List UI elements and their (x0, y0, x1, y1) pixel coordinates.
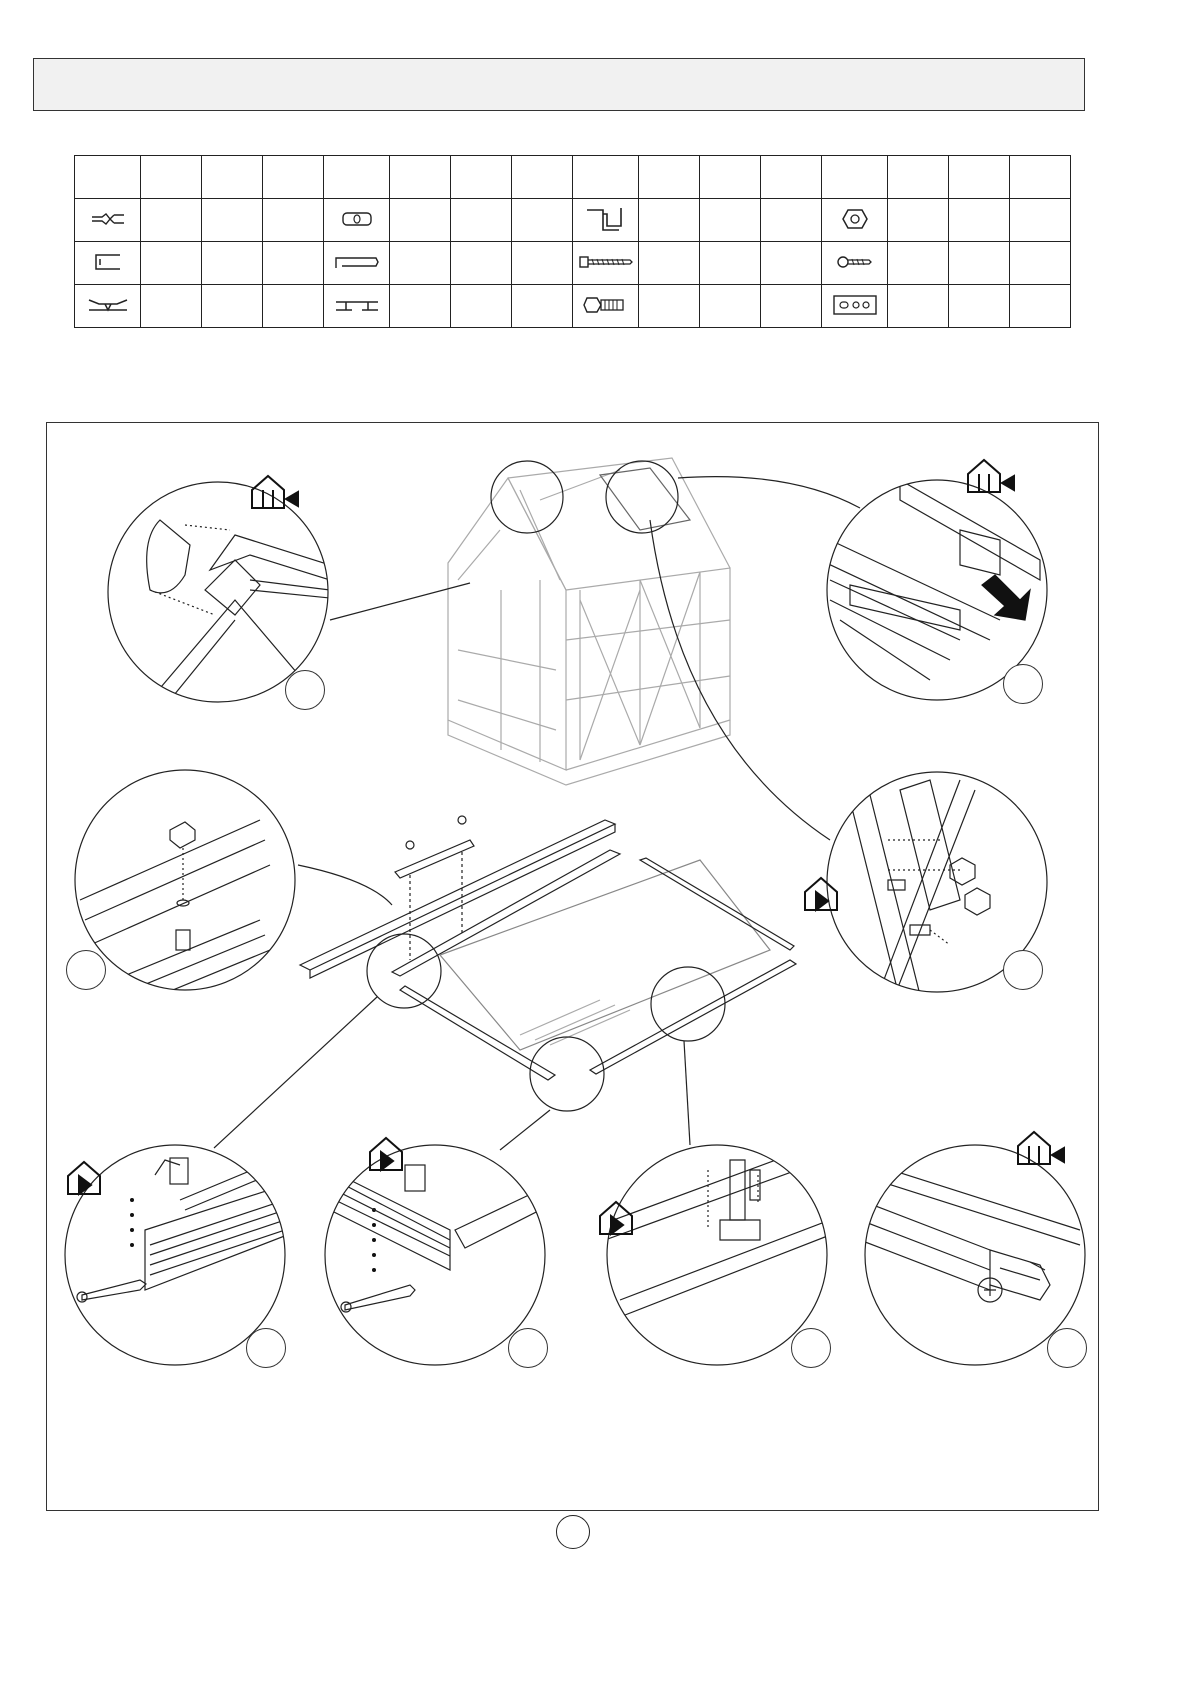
step-number (285, 670, 325, 710)
inside-view-icon (370, 1138, 402, 1170)
detail-circle (75, 770, 295, 990)
outside-view-icon (1018, 1132, 1064, 1164)
step-number (66, 950, 106, 990)
page-number (556, 1515, 590, 1549)
detail-marker (530, 1037, 604, 1111)
inside-view-icon (805, 878, 837, 910)
detail-circle (108, 482, 328, 702)
step-number (246, 1328, 286, 1368)
detail-marker (367, 934, 441, 1008)
outside-view-icon (252, 476, 298, 508)
detail-marker (606, 461, 678, 533)
step-number (508, 1328, 548, 1368)
detail-marker (491, 461, 563, 533)
detail-circle (607, 1145, 827, 1365)
inside-view-icon (68, 1162, 100, 1194)
step-number (791, 1328, 831, 1368)
inside-view-icon (600, 1202, 632, 1234)
step-number (1047, 1328, 1087, 1368)
step-number (1003, 950, 1043, 990)
detail-marker (651, 967, 725, 1041)
step-number (1003, 664, 1043, 704)
detail-circle (325, 1145, 545, 1365)
glue-drops (130, 1198, 376, 1272)
greenhouse-frame (448, 458, 730, 785)
